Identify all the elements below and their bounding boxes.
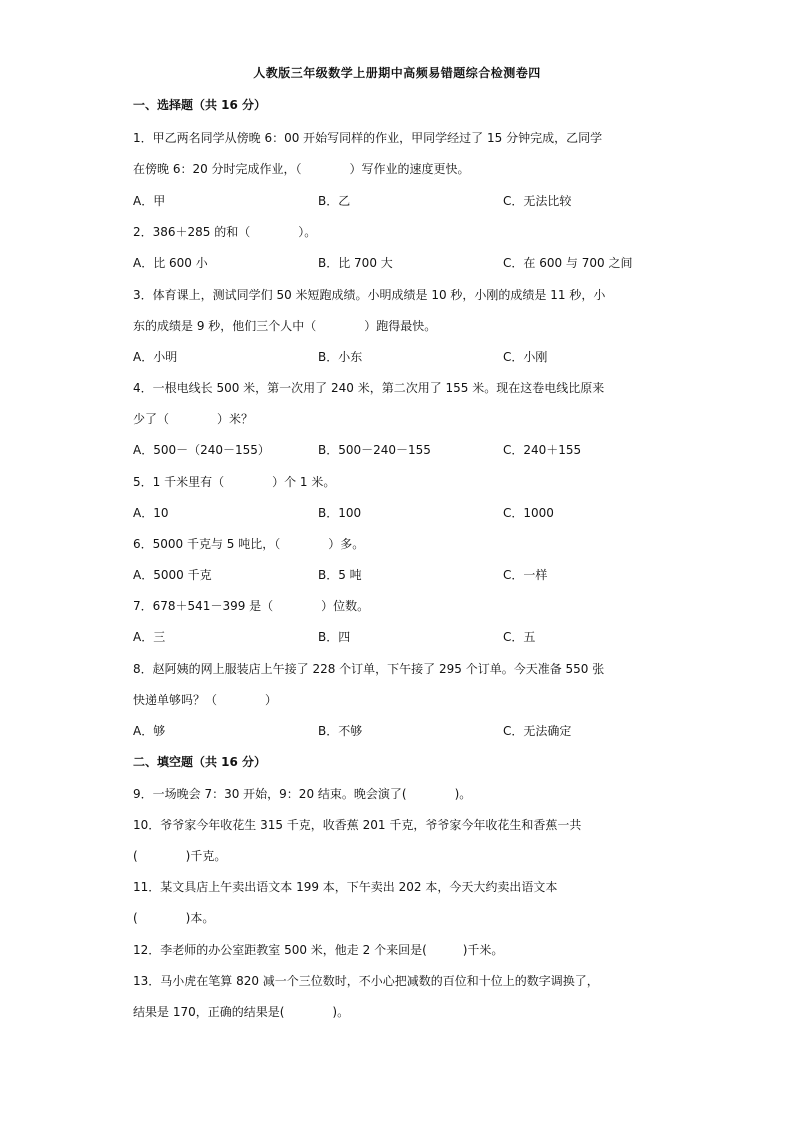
question-1-line-1: 1．甲乙两名同学从傍晚 6：00 开始写同样的作业，甲同学经过了 15 分钟完成，乙同学 — [133, 131, 603, 145]
question-4-option-b: B．500－240－155 — [318, 443, 431, 457]
question-5-line-1: 5．1 千米里有（ ）个 1 米。 — [133, 475, 336, 489]
question-7-option-c: C．五 — [503, 630, 536, 644]
question-8-line-1: 8．赵阿姨的网上服装店上午接了 228 个订单，下午接了 295 个订单。今天准备 550 张 — [133, 662, 605, 676]
question-5-option-b: B．100 — [318, 506, 362, 520]
question-13-line-2: 结果是 170，正确的结果是( )。 — [133, 1005, 350, 1019]
question-8-option-a: A．够 — [133, 724, 166, 738]
question-3-line-2: 东的成绩是 9 秒，他们三个人中（ ）跑得最快。 — [133, 319, 437, 333]
question-6-line-1: 6．5000 千克与 5 吨比，（ ）多。 — [133, 537, 365, 551]
question-7-line-1: 7．678＋541－399 是（ ）位数。 — [133, 599, 370, 613]
question-6-option-c: C．一样 — [503, 568, 548, 582]
question-5-option-a: A．10 — [133, 506, 169, 520]
question-7-option-b: B．四 — [318, 630, 351, 644]
question-2-option-c: C．在 600 与 700 之间 — [503, 256, 633, 270]
section-heading-choice: 一、选择题（共 16 分） — [133, 98, 267, 112]
question-6-option-a: A．5000 千克 — [133, 568, 212, 582]
question-6-option-b: B．5 吨 — [318, 568, 362, 582]
question-3-option-c: C．小刚 — [503, 350, 548, 364]
question-1-option-a: A．甲 — [133, 194, 166, 208]
question-1-option-b: B．乙 — [318, 194, 351, 208]
question-7-option-a: A．三 — [133, 630, 166, 644]
question-3-option-b: B．小东 — [318, 350, 363, 364]
question-4-line-2: 少了（ ）米？ — [133, 412, 254, 426]
question-4-option-c: C．240＋155 — [503, 443, 582, 457]
question-10-line-1: 10．爷爷家今年收花生 315 千克，收香蕉 201 千克，爷爷家今年收花生和香蕉一共 — [133, 818, 582, 832]
page-title: 人教版三年级数学上册期中高频易错题综合检测卷四 — [253, 66, 541, 80]
question-10-line-2: ( )千克。 — [133, 849, 227, 863]
question-1-line-2: 在傍晚 6：20 分时完成作业，（ ）写作业的速度更快。 — [133, 162, 470, 176]
question-2-option-a: A．比 600 小 — [133, 256, 208, 270]
question-3-line-1: 3．体育课上，测试同学们 50 米短跑成绩。小明成绩是 10 秒，小刚的成绩是 11 秒，小 — [133, 288, 606, 302]
question-11-line-2: ( )本。 — [133, 911, 215, 925]
question-2-line-1: 2．386＋285 的和（ ）。 — [133, 225, 317, 239]
question-4-option-a: A．500－（240－155） — [133, 443, 270, 457]
section-heading-fill-in: 二、填空题（共 16 分） — [133, 755, 267, 769]
question-11-line-1: 11．某文具店上午卖出语文本 199 本，下午卖出 202 本，今天大约卖出语文本 — [133, 880, 558, 894]
question-8-option-b: B．不够 — [318, 724, 363, 738]
question-8-line-2: 快递单够吗？（ ） — [133, 693, 278, 707]
question-12-line-1: 12．李老师的办公室距教室 500 米，他走 2 个来回是( )千米。 — [133, 943, 504, 957]
question-9-line-1: 9．一场晚会 7：30 开始，9：20 结束。晚会演了( )。 — [133, 787, 472, 801]
question-8-option-c: C．无法确定 — [503, 724, 572, 738]
question-13-line-1: 13．马小虎在笔算 820 减一个三位数时，不小心把减数的百位和十位上的数字调换了， — [133, 974, 599, 988]
question-4-line-1: 4．一根电线长 500 米，第一次用了 240 米，第二次用了 155 米。现在这卷电线比原来 — [133, 381, 605, 395]
question-5-option-c: C．1000 — [503, 506, 554, 520]
question-3-option-a: A．小明 — [133, 350, 178, 364]
question-1-option-c: C．无法比较 — [503, 194, 572, 208]
question-2-option-b: B．比 700 大 — [318, 256, 393, 270]
